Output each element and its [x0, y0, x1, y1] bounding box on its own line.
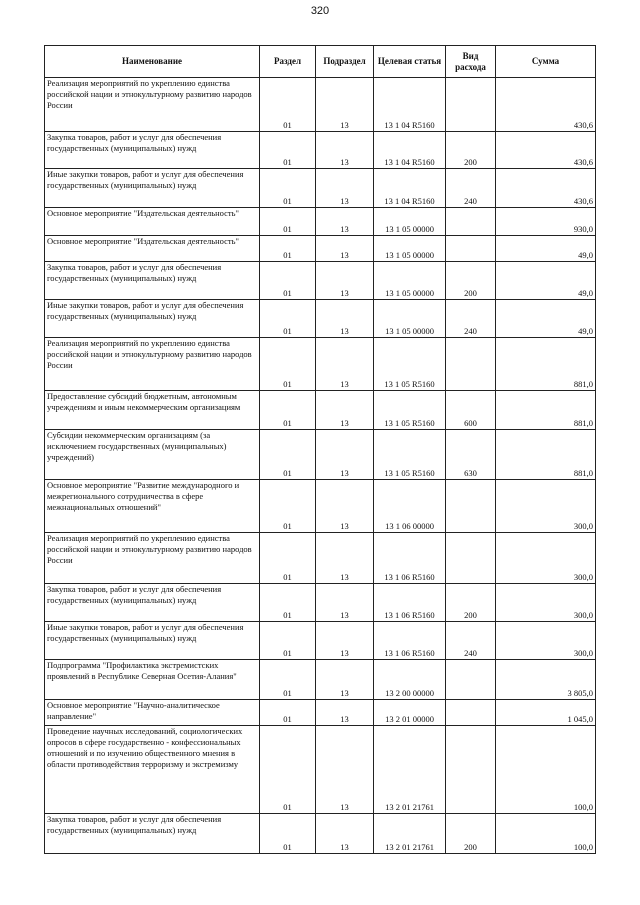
row-expense-type: 240 [446, 169, 496, 208]
row-expense-type [446, 533, 496, 584]
row-name: Основное мероприятие "Научно-аналитическое направление" [45, 700, 260, 726]
table-row [45, 208, 596, 236]
row-subsection: 13 [316, 480, 374, 533]
row-section: 01 [260, 533, 316, 584]
page-number: 320 [310, 5, 330, 17]
header-name: Наименование [45, 46, 260, 78]
row-section: 01 [260, 78, 316, 132]
row-target: 13 2 01 21761 [374, 814, 446, 854]
row-name: Закупка товаров, работ и услуг для обеспечения государственных (муниципальных) нужд [45, 584, 260, 622]
row-subsection: 13 [316, 533, 374, 584]
row-amount: 1 045,0 [496, 700, 596, 726]
row-section: 01 [260, 300, 316, 338]
row-name: Иные закупки товаров, работ и услуг для обеспечения государственных (муниципальных) нужд [45, 300, 260, 338]
row-section: 01 [260, 700, 316, 726]
row-name: Реализация мероприятий по укреплению единства российской нации и этнокультурному развитию народов России [45, 338, 260, 391]
table-row [45, 622, 596, 660]
row-target: 13 1 06 R5160 [374, 584, 446, 622]
row-amount: 881,0 [496, 338, 596, 391]
row-target: 13 2 00 00000 [374, 660, 446, 700]
row-name: Иные закупки товаров, работ и услуг для обеспечения государственных (муниципальных) нужд [45, 169, 260, 208]
row-name: Проведение научных исследований, социологических опросов в сфере государственно - конфессиональных отношений и по изучению общественного мнения в области противодействия терроризму и экстремизму [45, 726, 260, 814]
table-row [45, 660, 596, 700]
table-row [45, 391, 596, 430]
row-name: Закупка товаров, работ и услуг для обеспечения государственных (муниципальных) нужд [45, 132, 260, 169]
row-amount: 100,0 [496, 726, 596, 814]
row-expense-type [446, 480, 496, 533]
budget-table [44, 45, 596, 854]
row-subsection: 13 [316, 262, 374, 300]
row-expense-type [446, 726, 496, 814]
row-subsection: 13 [316, 169, 374, 208]
row-section: 01 [260, 169, 316, 208]
row-target: 13 1 04 R5160 [374, 132, 446, 169]
row-amount: 430,6 [496, 132, 596, 169]
row-expense-type [446, 208, 496, 236]
row-expense-type: 200 [446, 132, 496, 169]
row-section: 01 [260, 726, 316, 814]
row-target: 13 1 06 R5160 [374, 533, 446, 584]
table-row [45, 300, 596, 338]
row-target: 13 1 05 00000 [374, 236, 446, 262]
row-name: Иные закупки товаров, работ и услуг для обеспечения государственных (муниципальных) нужд [45, 622, 260, 660]
row-target: 13 1 06 00000 [374, 480, 446, 533]
row-name: Субсидии некоммерческим организациям (за исключением государственных (муниципальных) учреждений) [45, 430, 260, 480]
row-name: Подпрограмма "Профилактика экстремистских проявлений в Республике Северная Осетия-Алания" [45, 660, 260, 700]
table-row [45, 700, 596, 726]
row-target: 13 1 04 R5160 [374, 169, 446, 208]
row-amount: 300,0 [496, 533, 596, 584]
table-row [45, 584, 596, 622]
row-expense-type: 200 [446, 262, 496, 300]
row-section: 01 [260, 236, 316, 262]
row-amount: 881,0 [496, 430, 596, 480]
row-section: 01 [260, 584, 316, 622]
table-row [45, 726, 596, 814]
table-row [45, 338, 596, 391]
row-name: Закупка товаров, работ и услуг для обеспечения государственных (муниципальных) нужд [45, 814, 260, 854]
row-subsection: 13 [316, 236, 374, 262]
row-subsection: 13 [316, 300, 374, 338]
row-name: Предоставление субсидий бюджетным, автономным учреждениям и иным некоммерческим организациям [45, 391, 260, 430]
row-expense-type: 200 [446, 584, 496, 622]
row-amount: 430,6 [496, 78, 596, 132]
table-header-row [45, 46, 596, 78]
row-expense-type [446, 660, 496, 700]
table-row [45, 533, 596, 584]
row-expense-type: 200 [446, 814, 496, 854]
header-target: Целевая статья [374, 46, 446, 78]
row-name: Закупка товаров, работ и услуг для обеспечения государственных (муниципальных) нужд [45, 262, 260, 300]
row-name: Основное мероприятие "Издательская деятельность" [45, 208, 260, 236]
row-expense-type: 240 [446, 300, 496, 338]
row-amount: 49,0 [496, 262, 596, 300]
row-amount: 430,6 [496, 169, 596, 208]
row-amount: 881,0 [496, 391, 596, 430]
row-subsection: 13 [316, 132, 374, 169]
row-amount: 300,0 [496, 584, 596, 622]
row-section: 01 [260, 480, 316, 533]
row-expense-type [446, 700, 496, 726]
row-amount: 100,0 [496, 814, 596, 854]
row-subsection: 13 [316, 78, 374, 132]
row-expense-type: 240 [446, 622, 496, 660]
row-expense-type: 630 [446, 430, 496, 480]
row-target: 13 1 05 00000 [374, 208, 446, 236]
row-section: 01 [260, 338, 316, 391]
row-section: 01 [260, 814, 316, 854]
row-expense-type: 600 [446, 391, 496, 430]
header-subsection: Подраздел [316, 46, 374, 78]
table-row [45, 430, 596, 480]
table-row [45, 814, 596, 854]
row-subsection: 13 [316, 700, 374, 726]
row-subsection: 13 [316, 391, 374, 430]
row-section: 01 [260, 660, 316, 700]
row-expense-type [446, 78, 496, 132]
header-section: Раздел [260, 46, 316, 78]
row-name: Реализация мероприятий по укреплению единства российской нации и этнокультурному развитию народов России [45, 78, 260, 132]
row-amount: 930,0 [496, 208, 596, 236]
row-section: 01 [260, 132, 316, 169]
table-row [45, 169, 596, 208]
table-row [45, 78, 596, 132]
row-subsection: 13 [316, 430, 374, 480]
row-subsection: 13 [316, 814, 374, 854]
row-target: 13 1 05 R5160 [374, 430, 446, 480]
row-name: Реализация мероприятий по укреплению единства российской нации и этнокультурному развитию народов России [45, 533, 260, 584]
row-target: 13 1 05 00000 [374, 262, 446, 300]
row-target: 13 2 01 21761 [374, 726, 446, 814]
row-subsection: 13 [316, 338, 374, 391]
row-name: Основное мероприятие "Развитие международного и межрегионального сотрудничества в сфере межнациональных отношений" [45, 480, 260, 533]
row-amount: 300,0 [496, 480, 596, 533]
row-name: Основное мероприятие "Издательская деятельность" [45, 236, 260, 262]
row-section: 01 [260, 262, 316, 300]
row-amount: 49,0 [496, 236, 596, 262]
row-section: 01 [260, 208, 316, 236]
row-target: 13 2 01 00000 [374, 700, 446, 726]
row-amount: 3 805,0 [496, 660, 596, 700]
row-target: 13 1 05 R5160 [374, 391, 446, 430]
table-row [45, 132, 596, 169]
table-row [45, 236, 596, 262]
row-target: 13 1 05 00000 [374, 300, 446, 338]
row-expense-type [446, 236, 496, 262]
row-subsection: 13 [316, 660, 374, 700]
row-subsection: 13 [316, 584, 374, 622]
row-subsection: 13 [316, 622, 374, 660]
row-subsection: 13 [316, 208, 374, 236]
header-amount: Сумма [496, 46, 596, 78]
row-expense-type [446, 338, 496, 391]
row-section: 01 [260, 430, 316, 480]
row-amount: 300,0 [496, 622, 596, 660]
header-expense-type: Вид расхода [446, 46, 496, 78]
table-row [45, 262, 596, 300]
row-amount: 49,0 [496, 300, 596, 338]
row-section: 01 [260, 391, 316, 430]
row-target: 13 1 05 R5160 [374, 338, 446, 391]
row-target: 13 1 06 R5160 [374, 622, 446, 660]
table-row [45, 480, 596, 533]
row-section: 01 [260, 622, 316, 660]
row-subsection: 13 [316, 726, 374, 814]
row-target: 13 1 04 R5160 [374, 78, 446, 132]
